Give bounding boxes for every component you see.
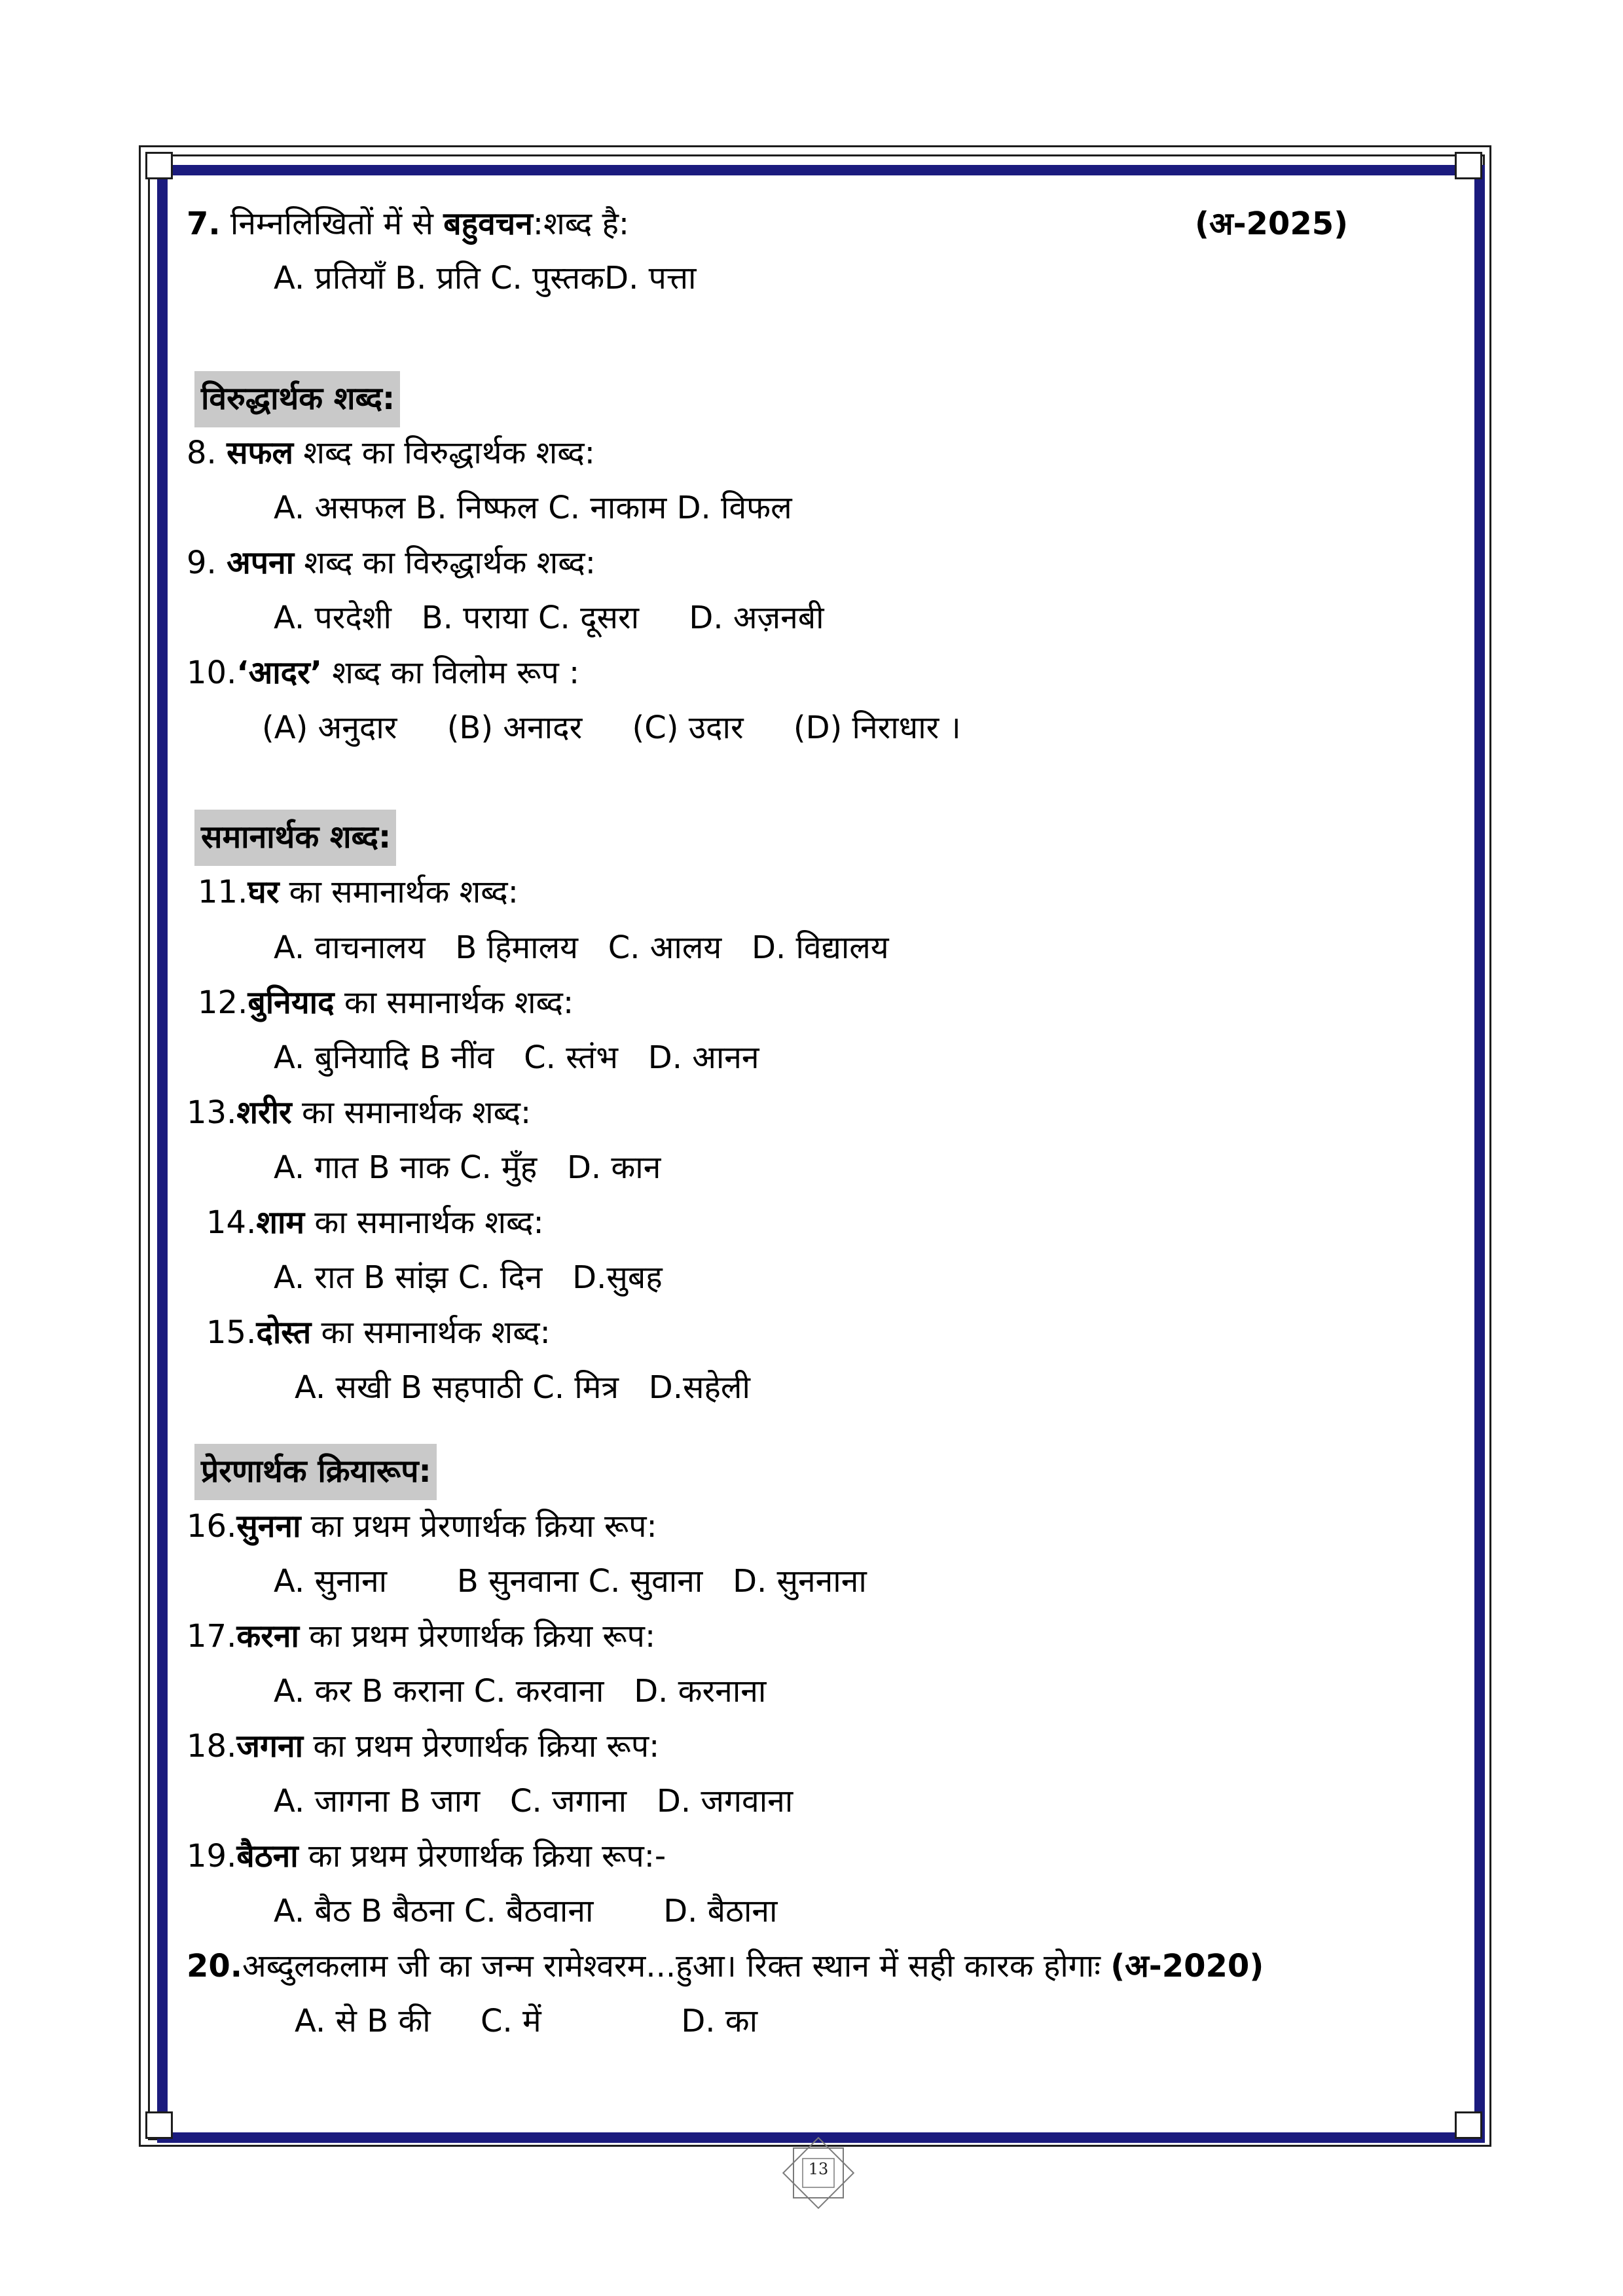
question-20-options: A. से B की C. में D. का	[295, 2003, 758, 2039]
question-17	[187, 1617, 655, 1656]
question-14	[206, 1203, 544, 1242]
question-number: 18.	[187, 1728, 237, 1765]
question-number: 8.	[187, 435, 227, 471]
question-keyword: सफल	[227, 435, 294, 471]
question-number: 14.	[206, 1204, 257, 1241]
question-12-options: A. बुनियादि B नींव C. स्तंभ D. आनन	[274, 1039, 759, 1076]
question-20-year: (अ-2020)	[1110, 1948, 1264, 1984]
question-number: 13.	[187, 1094, 237, 1131]
question-keyword: सुनना	[236, 1508, 301, 1545]
question-text: शब्द का विरुद्धार्थक शब्द:	[293, 435, 595, 471]
question-8-options: A. असफल B. निष्फल C. नाकाम D. विफल	[274, 490, 792, 526]
question-number: 7.	[187, 206, 221, 242]
question-text: का समानार्थक शब्द:	[304, 1204, 544, 1241]
question-text: :शब्द है:	[532, 206, 630, 242]
question-keyword: घर	[247, 874, 280, 910]
question-10-options: (A) अनुदार (B) अनादर (C) उदार (D) निराधार ।	[262, 709, 961, 746]
question-16-options: A. सुनाना B सुनवाना C. सुवाना D. सुननाना	[274, 1563, 867, 1600]
question-text: का समानार्थक शब्द:	[311, 1314, 551, 1351]
question-10	[187, 653, 579, 692]
question-14-options: A. रात B सांझ C. दिन D.सुबह	[274, 1259, 663, 1296]
question-text: शब्द का विरुद्धार्थक शब्द:	[294, 545, 596, 581]
question-number: 20.	[187, 1948, 243, 1984]
question-number: 9.	[187, 545, 227, 581]
question-text: का समानार्थक शब्द:	[291, 1094, 532, 1131]
question-11-options: A. वाचनालय B हिमालय C. आलय D. विद्यालय	[274, 929, 889, 966]
question-9-options: A. परदेशी B. पराया C. दूसरा D. अज़नबी	[274, 600, 824, 636]
section-heading-antonyms: विरुद्धार्थक शब्द:	[194, 371, 400, 427]
question-keyword: ‘आदर’	[236, 655, 322, 691]
question-number: 15.	[206, 1314, 257, 1351]
question-text: का प्रथम प्रेरणार्थक क्रिया रूप:-	[298, 1838, 666, 1874]
question-keyword: शरीर	[236, 1094, 292, 1131]
question-number: 19.	[187, 1838, 237, 1874]
question-number: 17.	[187, 1618, 237, 1655]
question-17-options: A. कर B कराना C. करवाना D. करनाना	[274, 1673, 767, 1710]
section-heading-synonyms: समानार्थक शब्द:	[194, 810, 396, 866]
question-keyword: करना	[236, 1618, 299, 1655]
question-12	[198, 983, 574, 1022]
question-19-options: A. बैठ B बैठना C. बैठवाना D. बैठाना	[274, 1893, 778, 1929]
question-7-options: A. प्रतियाँ B. प्रति C. पुस्तकD. पत्ता	[274, 260, 697, 296]
question-8	[187, 433, 595, 473]
question-11	[198, 872, 519, 912]
question-keyword: दोस्त	[256, 1314, 312, 1351]
question-text: शब्द का विलोम रूप :	[322, 655, 580, 691]
question-18	[187, 1727, 659, 1766]
question-text: का समानार्थक शब्द:	[334, 984, 574, 1021]
question-20	[187, 1946, 1264, 1986]
section-heading-causative-verbs: प्रेरणार्थक क्रियारूप:	[194, 1444, 437, 1500]
question-7-year: (अ-2025)	[1195, 206, 1349, 242]
question-7	[187, 204, 629, 243]
question-15-options: A. सखी B सहपाठी C. मित्र D.सहेली	[295, 1369, 750, 1406]
question-15	[206, 1313, 551, 1352]
question-number: 10.	[187, 655, 237, 691]
question-13-options: A. गात B नाक C. मुँह D. कान	[274, 1149, 661, 1186]
question-keyword: जगना	[236, 1728, 304, 1765]
question-text: निम्नलिखितों में से	[220, 206, 444, 242]
question-text: अब्दुलकलाम जी का जन्म रामेश्वरम...हुआ। रिक्त स्थान में सही कारक होगाः	[242, 1948, 1111, 1984]
question-text: का प्रथम प्रेरणार्थक क्रिया रूप:	[303, 1728, 660, 1765]
question-keyword: शाम	[256, 1204, 305, 1241]
question-19	[187, 1837, 666, 1876]
question-number: 12.	[198, 984, 248, 1021]
question-keyword: अपना	[227, 545, 295, 581]
question-keyword: बैठना	[236, 1838, 299, 1874]
question-text: का प्रथम प्रेरणार्थक क्रिया रूप:	[301, 1508, 657, 1545]
question-number: 16.	[187, 1508, 237, 1545]
question-text: का प्रथम प्रेरणार्थक क्रिया रूप:	[299, 1618, 656, 1655]
question-number: 11.	[198, 874, 248, 910]
page-number: 13	[808, 2160, 829, 2178]
question-keyword: बहुवचन	[443, 206, 533, 242]
question-keyword: बुनियाद	[247, 984, 335, 1021]
question-18-options: A. जागना B जाग C. जगाना D. जगवाना	[274, 1783, 793, 1820]
question-16	[187, 1507, 657, 1546]
question-13	[187, 1093, 531, 1132]
question-text: का समानार्थक शब्द:	[279, 874, 519, 910]
question-9	[187, 543, 596, 583]
